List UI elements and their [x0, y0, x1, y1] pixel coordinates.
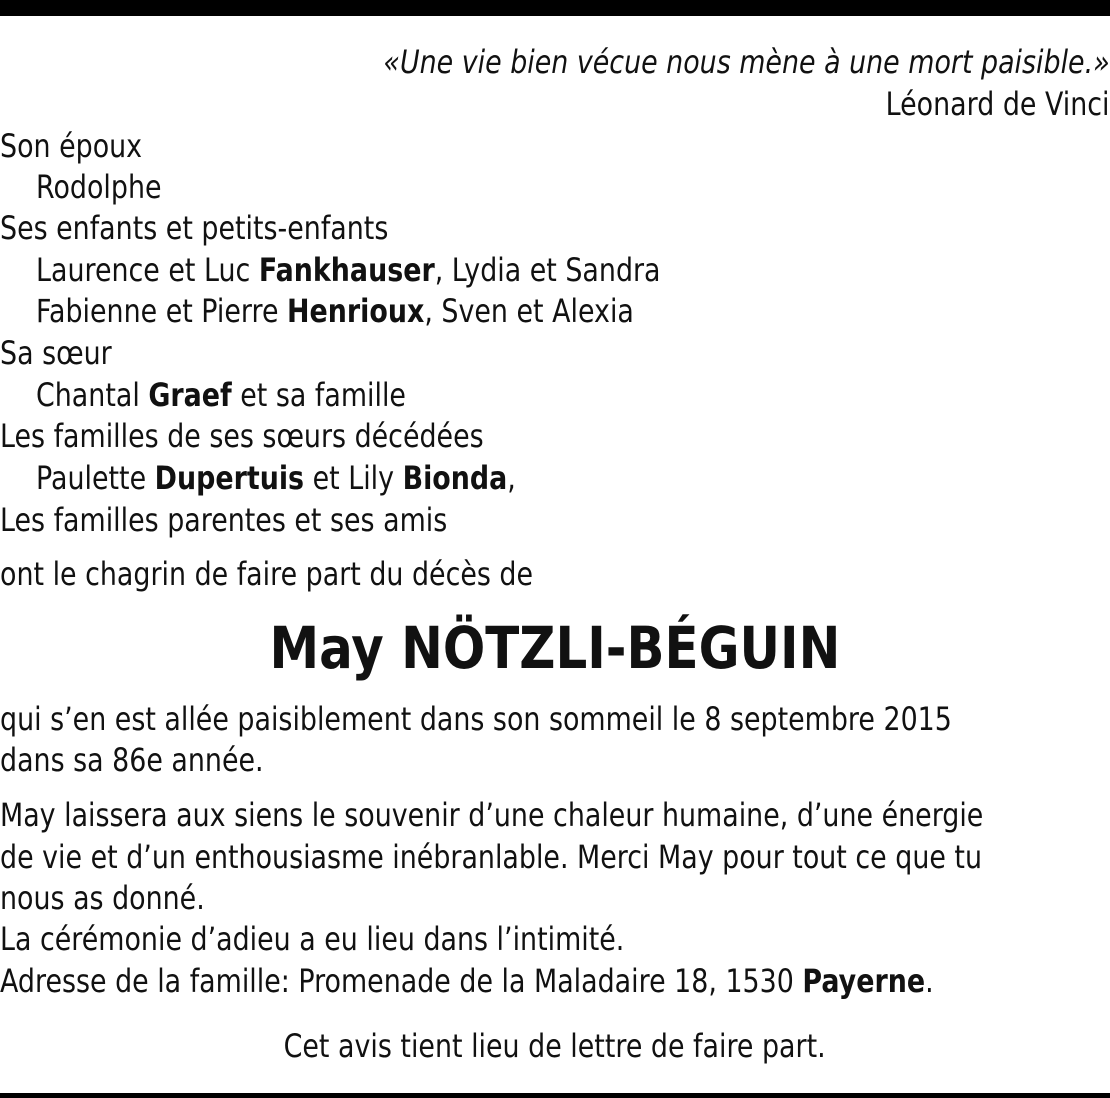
- tribute-line: May laissera aux siens le souvenir d’une chaleur humaine, d’une énergie: [0, 796, 984, 834]
- ceremony-line: La cérémonie d’adieu a eu lieu dans l’intimité.: [0, 920, 625, 958]
- tribute-line: de vie et d’un enthousiasme inébranlable. Merci May pour tout ce que tu: [0, 838, 983, 876]
- late-sister-surname: Bionda: [402, 459, 508, 497]
- closing-note-text: Cet avis tient lieu de lettre de faire part.: [283, 1027, 827, 1065]
- child-first-names: Laurence et Luc: [36, 251, 259, 289]
- address-line: [0, 961, 934, 1001]
- address-end: .: [925, 962, 934, 1000]
- age-line: dans sa 86e année.: [0, 741, 264, 779]
- sister-surname: Graef: [148, 376, 232, 414]
- relatives-line: Les familles parentes et ses amis: [0, 501, 448, 539]
- late-sister-first-name: Paulette: [36, 459, 155, 497]
- tribute-line: nous as donné.: [0, 879, 205, 917]
- child-family-line: [36, 250, 661, 290]
- child-rest: , Lydia et Sandra: [434, 251, 661, 289]
- late-sisters-line: [36, 458, 516, 498]
- child-surname: Henrioux: [287, 292, 425, 330]
- sister-first-name: Chantal: [36, 376, 149, 414]
- late-sister-surname: Dupertuis: [154, 459, 305, 497]
- closing-note: [0, 1026, 1110, 1066]
- sister-line: [36, 375, 406, 415]
- children-heading: Ses enfants et petits-enfants: [0, 209, 389, 247]
- late-sisters-joiner: et Lily: [304, 459, 403, 497]
- spouse-heading: Son époux: [0, 127, 143, 165]
- late-sisters-rest: ,: [507, 459, 516, 497]
- address-text: Adresse de la famille: Promenade de la Maladaire 18, 1530: [0, 962, 803, 1000]
- address-town: Payerne: [802, 962, 926, 1000]
- sister-heading: Sa sœur: [0, 334, 112, 372]
- child-surname: Fankhauser: [258, 251, 435, 289]
- sister-rest: et sa famille: [231, 376, 406, 414]
- spouse-name: Rodolphe: [36, 168, 162, 206]
- top-border-rule: [0, 0, 1110, 16]
- late-sisters-heading: Les familles de ses sœurs décédées: [0, 417, 484, 455]
- deceased-name: [0, 613, 1110, 683]
- passing-line: qui s’en est allée paisiblement dans son sommeil le 8 septembre 2015: [0, 700, 952, 738]
- child-family-line: [36, 291, 634, 331]
- child-rest: , Sven et Alexia: [424, 292, 634, 330]
- deceased-name-text: May NÖTZLI-BÉGUIN: [269, 614, 841, 682]
- epigraph-quote: «Une vie bien vécue nous mène à une mort paisible.»: [383, 43, 1110, 81]
- epigraph-author: Léonard de Vinci: [886, 85, 1110, 123]
- announcement-line: ont le chagrin de faire part du décès de: [0, 555, 534, 593]
- child-first-names: Fabienne et Pierre: [36, 292, 288, 330]
- bottom-border-rule: [0, 1093, 1110, 1098]
